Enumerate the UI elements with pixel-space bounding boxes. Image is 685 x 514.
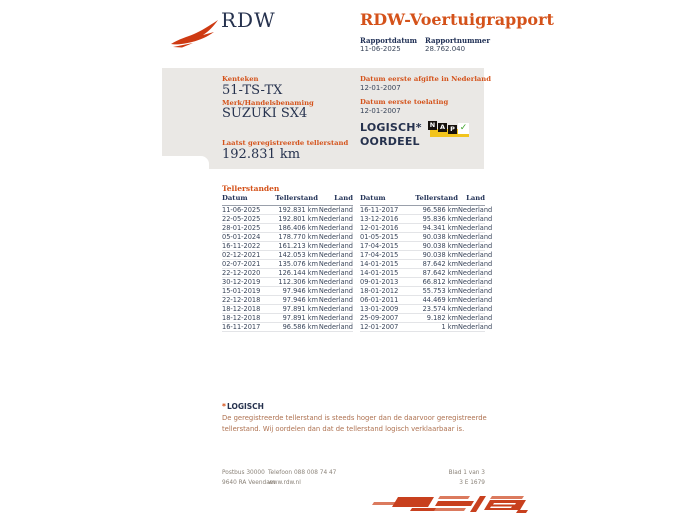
- table-row: [360, 322, 485, 331]
- table-row: [222, 322, 353, 331]
- vehicle-summary-panel: [162, 68, 484, 169]
- table-cell: 13-12-2016: [360, 214, 408, 223]
- table-cell: 90.038 km: [408, 241, 458, 250]
- table-cell: 05-01-2024: [222, 232, 270, 241]
- table-cell: 90.038 km: [408, 232, 458, 241]
- table-cell: 14-01-2015: [360, 259, 408, 268]
- table-row: [360, 277, 485, 286]
- column-header-tellerstand: Tellerstand: [270, 194, 318, 205]
- table-cell: Nederland: [318, 322, 353, 331]
- footer-phone: Telefoon 088 008 74 47: [268, 470, 337, 476]
- nap-letter-p: P: [448, 125, 457, 134]
- footer-address-line1: Postbus 30000: [222, 470, 265, 476]
- odometer-table-right: [360, 194, 493, 332]
- table-row: [222, 223, 353, 232]
- table-cell: Nederland: [318, 241, 353, 250]
- table-row: [360, 250, 485, 259]
- table-cell: 16-11-2022: [222, 241, 270, 250]
- table-cell: 22-12-2020: [222, 268, 270, 277]
- panel-corner-notch: [162, 156, 209, 169]
- table-header-row: [360, 194, 485, 205]
- report-number-label: Rapportnummer: [425, 36, 491, 45]
- table-cell: Nederland: [458, 205, 493, 214]
- table-cell: 192.831 km: [270, 205, 318, 214]
- table-cell: 96.586 km: [270, 322, 318, 331]
- footer-address-line2: 9640 RA Veendam: [222, 479, 276, 486]
- table-cell: 142.053 km: [270, 250, 318, 259]
- table-cell: 95.836 km: [408, 214, 458, 223]
- table-cell: 90.038 km: [408, 250, 458, 259]
- table-cell: Nederland: [318, 295, 353, 304]
- footer-contact: [268, 469, 336, 488]
- table-cell: 06-01-2011: [360, 295, 408, 304]
- eerste-afgifte-value: 12-01-2007: [360, 84, 401, 92]
- table-row: [360, 241, 485, 250]
- rdw-speedlines-graphic: [366, 494, 528, 514]
- table-cell: Nederland: [318, 313, 353, 322]
- table-cell: Nederland: [458, 232, 493, 241]
- table-row: [222, 205, 353, 214]
- nap-logo: [428, 120, 474, 141]
- kenteken-value: 51-TS-TX: [222, 83, 283, 98]
- table-cell: Nederland: [458, 268, 493, 277]
- column-header-land: Land: [318, 194, 353, 205]
- report-number-value: 28.762.040: [425, 45, 466, 53]
- table-cell: 66.812 km: [408, 277, 458, 286]
- laatste-tellerstand-value: 192.831 km: [222, 147, 301, 162]
- eerste-toelating-value: 12-01-2007: [360, 107, 401, 115]
- table-cell: 18-12-2018: [222, 304, 270, 313]
- table-cell: 97.891 km: [270, 313, 318, 322]
- table-cell: 13-01-2009: [360, 304, 408, 313]
- table-cell: 87.642 km: [408, 268, 458, 277]
- document-title: RDW-Voertuigrapport: [360, 10, 554, 29]
- oordeel-line2: OORDEEL: [360, 134, 420, 148]
- table-cell: 96.586 km: [408, 205, 458, 214]
- table-cell: 30-12-2019: [222, 277, 270, 286]
- table-cell: Nederland: [458, 223, 493, 232]
- table-cell: 17-04-2015: [360, 250, 408, 259]
- table-row: [222, 268, 353, 277]
- footnote-asterisk: *: [222, 402, 226, 411]
- column-header-land: Land: [458, 194, 485, 205]
- table-cell: 02-07-2021: [222, 259, 270, 268]
- rdw-wordmark: RDW: [221, 8, 276, 32]
- table-cell: Nederland: [318, 250, 353, 259]
- table-row: [222, 304, 353, 313]
- table-cell: 97.946 km: [270, 295, 318, 304]
- nap-letter-n: N: [429, 121, 436, 129]
- table-cell: 87.642 km: [408, 259, 458, 268]
- table-cell: Nederland: [318, 304, 353, 313]
- eerste-afgifte-label: Datum eerste afgifte in Nederland: [360, 75, 492, 83]
- table-cell: 1 km: [408, 322, 458, 331]
- table-cell: 18-01-2012: [360, 286, 408, 295]
- table-cell: 14-01-2015: [360, 268, 408, 277]
- table-row: [360, 223, 485, 232]
- table-cell: Nederland: [458, 286, 493, 295]
- merk-value: SUZUKI SX4: [222, 106, 308, 121]
- table-cell: 112.306 km: [270, 277, 318, 286]
- table-row: [222, 241, 353, 250]
- table-cell: 15-01-2019: [222, 286, 270, 295]
- table-row: [360, 232, 485, 241]
- table-cell: Nederland: [458, 322, 493, 331]
- oordeel-line1: LOGISCH*: [360, 121, 422, 134]
- table-row: [222, 286, 353, 295]
- table-row: [360, 295, 485, 304]
- odometer-table-left: [222, 194, 353, 332]
- table-row: [360, 313, 485, 322]
- report-date-label: Rapportdatum: [360, 36, 418, 45]
- table-cell: Nederland: [458, 295, 493, 304]
- laatste-tellerstand-label: Laatst geregistreerde tellerstand: [222, 139, 349, 147]
- column-header-datum: Datum: [360, 194, 408, 205]
- table-cell: 16-11-2017: [222, 322, 270, 331]
- merk-label: Merk/Handelsbenaming: [222, 99, 314, 107]
- table-cell: Nederland: [458, 214, 493, 223]
- tellerstanden-heading: Tellerstanden: [222, 184, 280, 193]
- table-cell: 192.801 km: [270, 214, 318, 223]
- footer-doc-code: 3 E 1679: [459, 479, 485, 486]
- nap-checkmark-icon: ✓: [459, 123, 468, 133]
- column-header-datum: Datum: [222, 194, 270, 205]
- table-row: [360, 205, 485, 214]
- table-cell: Nederland: [458, 241, 493, 250]
- table-cell: 12-01-2016: [360, 223, 408, 232]
- table-cell: Nederland: [458, 259, 493, 268]
- table-cell: Nederland: [318, 205, 353, 214]
- table-header-row: [222, 194, 353, 205]
- table-cell: 44.469 km: [408, 295, 458, 304]
- footer-page-number: Blad 1 van 3: [448, 470, 485, 476]
- table-row: [222, 295, 353, 304]
- table-cell: Nederland: [458, 277, 493, 286]
- oordeel-text: [360, 121, 422, 148]
- table-cell: 97.891 km: [270, 304, 318, 313]
- table-cell: Nederland: [458, 313, 493, 322]
- footnote-heading-text: LOGISCH: [226, 402, 264, 411]
- table-row: [222, 259, 353, 268]
- table-cell: 02-12-2021: [222, 250, 270, 259]
- table-cell: Nederland: [458, 250, 493, 259]
- table-cell: 23.574 km: [408, 304, 458, 313]
- footnote-heading: [222, 402, 264, 411]
- table-cell: Nederland: [458, 304, 493, 313]
- footer-page-info: [400, 469, 485, 488]
- table-cell: Nederland: [318, 223, 353, 232]
- table-cell: Nederland: [318, 259, 353, 268]
- table-row: [222, 277, 353, 286]
- table-cell: 126.144 km: [270, 268, 318, 277]
- eerste-toelating-label: Datum eerste toelating: [360, 98, 449, 106]
- table-cell: 18-12-2018: [222, 313, 270, 322]
- report-date-value: 11-06-2025: [360, 45, 401, 53]
- table-cell: 12-01-2007: [360, 322, 408, 331]
- table-row: [360, 304, 485, 313]
- table-row: [222, 214, 353, 223]
- table-row: [360, 214, 485, 223]
- rdw-logo-icon: [170, 19, 222, 49]
- table-cell: 16-11-2017: [360, 205, 408, 214]
- table-row: [222, 250, 353, 259]
- table-cell: 161.213 km: [270, 241, 318, 250]
- table-cell: Nederland: [318, 232, 353, 241]
- table-cell: 17-04-2015: [360, 241, 408, 250]
- footnote-body: De geregistreerde tellerstand is steeds hoger dan de daarvoor geregistreerde tellerstand. Wij oordelen dan dat de tellerstand logisch verklaarbaar is.: [222, 414, 487, 433]
- table-cell: 9.182 km: [408, 313, 458, 322]
- table-cell: 01-05-2015: [360, 232, 408, 241]
- table-cell: 28-01-2025: [222, 223, 270, 232]
- table-cell: 22-12-2018: [222, 295, 270, 304]
- table-cell: Nederland: [318, 286, 353, 295]
- table-row: [360, 268, 485, 277]
- table-cell: 25-09-2007: [360, 313, 408, 322]
- nap-letter-a: A: [439, 123, 446, 131]
- table-cell: Nederland: [318, 214, 353, 223]
- table-cell: 55.753 km: [408, 286, 458, 295]
- table-cell: Nederland: [318, 268, 353, 277]
- table-cell: 22-05-2025: [222, 214, 270, 223]
- table-cell: 186.406 km: [270, 223, 318, 232]
- table-cell: 94.341 km: [408, 223, 458, 232]
- table-cell: 178.770 km: [270, 232, 318, 241]
- table-row: [222, 232, 353, 241]
- table-cell: Nederland: [318, 277, 353, 286]
- table-cell: 09-01-2013: [360, 277, 408, 286]
- table-row: [222, 313, 353, 322]
- table-cell: 135.076 km: [270, 259, 318, 268]
- table-row: [360, 259, 485, 268]
- kenteken-label: Kenteken: [222, 75, 259, 83]
- table-cell: 11-06-2025: [222, 205, 270, 214]
- table-row: [360, 286, 485, 295]
- column-header-tellerstand: Tellerstand: [408, 194, 458, 205]
- table-cell: 97.946 km: [270, 286, 318, 295]
- footer-website: www.rdw.nl: [268, 479, 301, 486]
